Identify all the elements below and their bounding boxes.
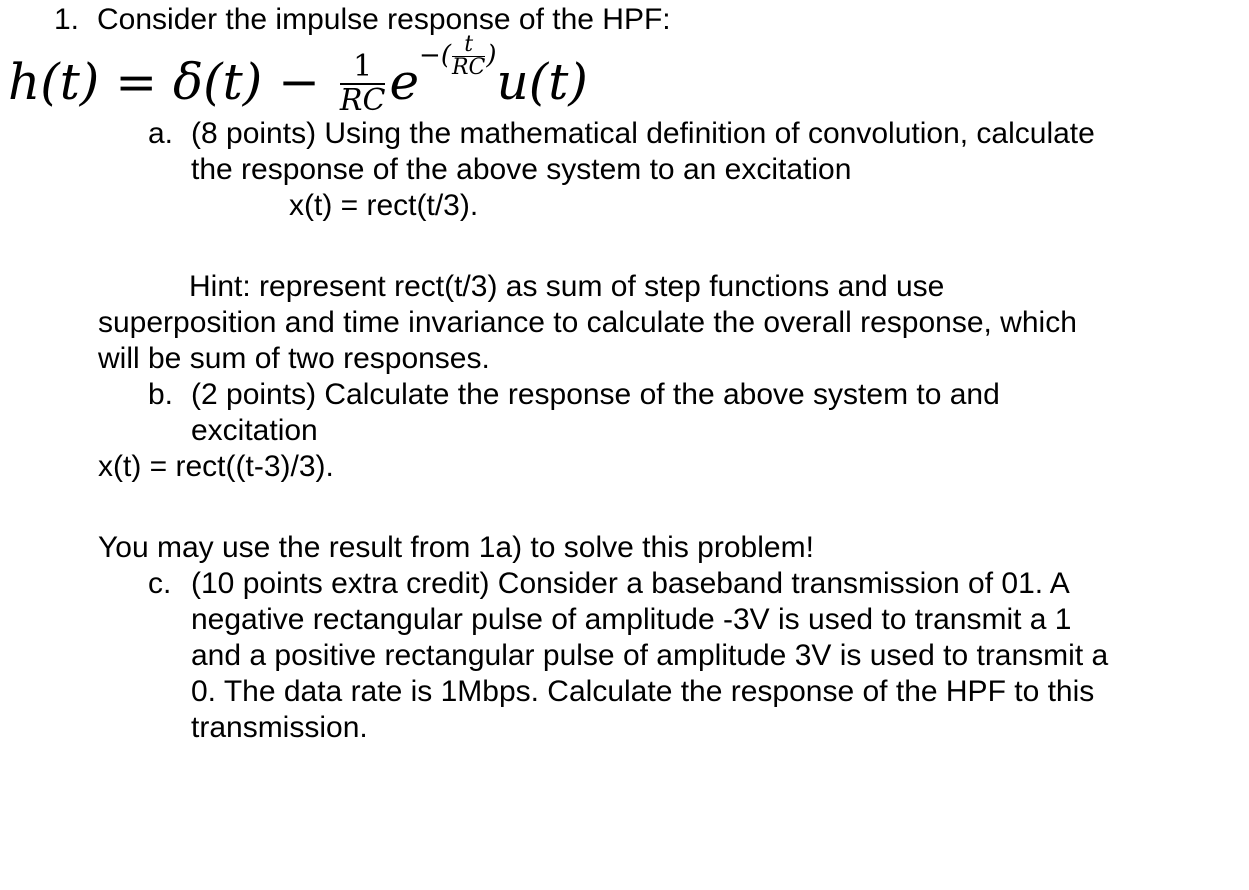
part-a-hint-line-3: will be sum of two responses. — [98, 342, 490, 375]
exponent-sign: −( — [419, 40, 451, 71]
part-b-line-2: excitation — [191, 414, 318, 447]
part-c-line-3: and a positive rectangular pulse of amplitude 3V is used to transmit a — [191, 639, 1109, 672]
part-a-line-1: (8 points) Using the mathematical definition of convolution, calculate — [191, 117, 1095, 150]
exponent — [419, 34, 497, 79]
part-a-hint-line-1: Hint: represent rect(t/3) as sum of step functions and use — [189, 270, 945, 303]
part-c-line-5: transmission. — [191, 711, 368, 744]
part-c-line-2: negative rectangular pulse of amplitude -3V is used to transmit a 1 — [191, 603, 1072, 636]
impulse-response-equation — [8, 32, 588, 118]
equation-fraction — [340, 51, 386, 117]
problem-intro: Consider the impulse response of the HPF: — [97, 3, 671, 36]
exponent-fraction — [452, 34, 485, 79]
part-a-excitation: x(t) = rect(t/3). — [289, 189, 479, 222]
part-b-label: b. — [148, 378, 174, 411]
exponent-close: ) — [486, 40, 497, 71]
part-a-label: a. — [148, 117, 174, 150]
problem-number: 1. — [54, 3, 80, 36]
exponent-numerator: t — [452, 34, 485, 57]
fraction-numerator: 1 — [340, 51, 386, 85]
part-c-line-1: (10 points extra credit) Consider a baseband transmission of 01. A — [191, 567, 1070, 600]
part-b-note: You may use the result from 1a) to solve this problem! — [98, 531, 814, 564]
part-b-excitation: x(t) = rect((t-3)/3). — [98, 450, 334, 483]
exponent-denominator: RC — [451, 55, 486, 80]
equation-lhs: h(t) = δ(t) − — [8, 53, 320, 111]
exponential-base: e — [389, 53, 420, 111]
fraction-denominator: RC — [339, 83, 386, 118]
part-c-label: c. — [148, 567, 172, 600]
part-c-line-4: 0. The data rate is 1Mbps. Calculate the response of the HPF to this — [191, 675, 1095, 708]
part-b-line-1: (2 points) Calculate the response of the above system to and — [191, 378, 1000, 411]
part-a-line-2: the response of the above system to an excitation — [191, 153, 852, 186]
part-a-hint-line-2: superposition and time invariance to calculate the overall response, which — [98, 306, 1077, 339]
equation-step: u(t) — [496, 53, 588, 111]
